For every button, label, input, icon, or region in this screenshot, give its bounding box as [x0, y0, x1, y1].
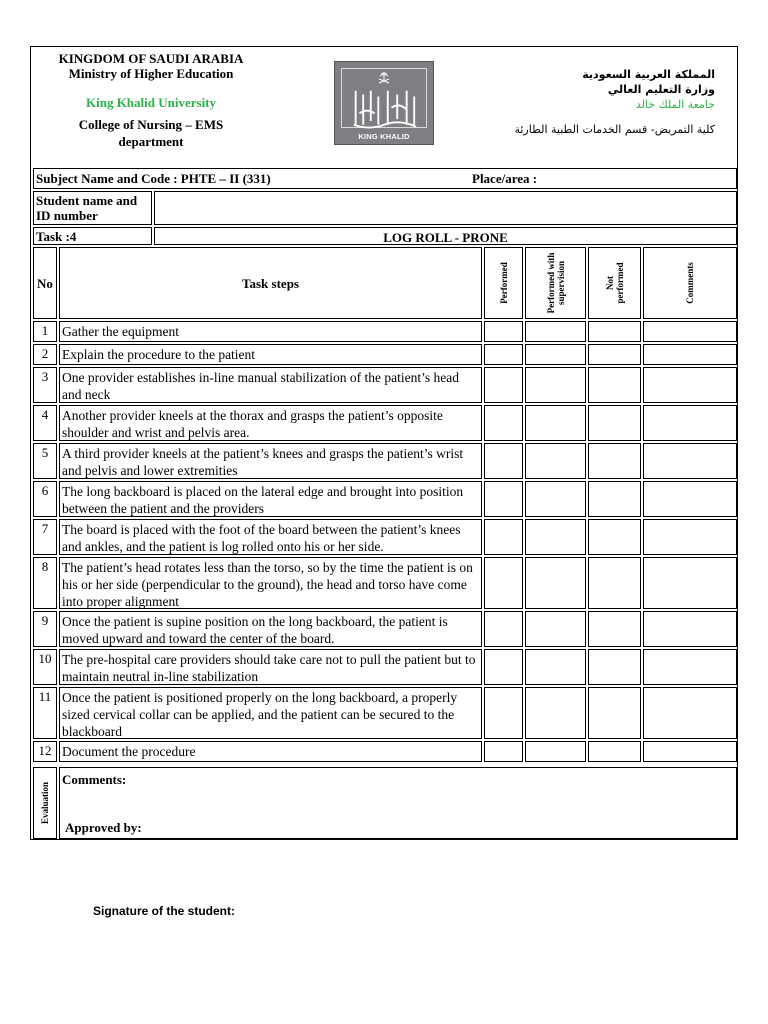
student-name-field[interactable]	[154, 191, 737, 225]
not-performed-checkbox[interactable]	[588, 687, 641, 739]
step-number-cell	[33, 557, 57, 609]
step-text: Once the patient is positioned properly on the long backboard, a properly sized cervical collar can be applied, and the patient can be secured to the blackboard	[62, 690, 458, 739]
col-header-no	[33, 247, 57, 319]
student-label-cell	[33, 191, 152, 225]
step-number-cell	[33, 611, 57, 647]
task-number: Task :4	[36, 229, 77, 244]
step-text-cell	[59, 649, 482, 685]
not-performed-checkbox[interactable]	[588, 481, 641, 517]
step-text-cell	[59, 519, 482, 555]
not-performed-checkbox[interactable]	[588, 344, 641, 365]
step-text-cell	[59, 321, 482, 342]
col-header-performed-label: Performed	[498, 262, 509, 304]
performed-checkbox[interactable]	[484, 649, 523, 685]
form-frame	[30, 46, 738, 840]
col-header-no-label: No	[37, 276, 53, 291]
step-number-cell	[33, 481, 57, 517]
col-header-not-performed	[588, 247, 641, 319]
arabic-calligraphy-icon	[350, 87, 418, 132]
place-label: Place/area :	[472, 171, 538, 186]
ministry-name-ar: وزارة التعليم العالي	[607, 83, 715, 96]
col-header-comments	[643, 247, 737, 319]
not-performed-checkbox[interactable]	[588, 443, 641, 479]
col-header-not-performed-label: Not performed	[604, 262, 625, 304]
performed-checkbox[interactable]	[484, 344, 523, 365]
step-number: 9	[41, 613, 49, 628]
step-number-cell	[33, 344, 57, 365]
step-number-cell	[33, 405, 57, 441]
step-text-cell	[59, 405, 482, 441]
step-text: One provider establishes in-line manual stabilization of the patient’s head and neck	[62, 370, 460, 402]
step-text: Document the procedure	[62, 744, 196, 759]
department-name: department	[118, 134, 184, 149]
performed-checkbox[interactable]	[484, 405, 523, 441]
step-text: The patient’s head rotates less than the torso, so by the time the patient is on his or her side (perpendicular to the ground), the head and torso have come into proper alignment	[62, 560, 473, 609]
col-header-comments-label: Comments	[685, 262, 695, 304]
college-name: College of Nursing – EMS	[78, 117, 224, 132]
step-number: 1	[41, 323, 49, 338]
not-performed-checkbox[interactable]	[588, 611, 641, 647]
step-text: Gather the equipment	[62, 324, 179, 339]
step-number-cell	[33, 649, 57, 685]
performed-checkbox[interactable]	[484, 367, 523, 403]
comments-cell[interactable]	[643, 367, 737, 403]
student-label: Student name and ID number	[36, 193, 138, 223]
step-text-cell	[59, 443, 482, 479]
performed-supervision-checkbox[interactable]	[525, 481, 586, 517]
step-text: The board is placed with the foot of the board between the patient’s knees and ankles, and the patient is log rolled onto his or her side.	[62, 522, 461, 554]
step-number-cell	[33, 367, 57, 403]
step-text: A third provider kneels at the patient’s knees and grasps the patient’s wrist and pelvis and lower extremities	[62, 446, 464, 478]
evaluation-label: Evaluation	[40, 781, 50, 825]
comments-cell[interactable]	[643, 519, 737, 555]
task-number-cell	[33, 227, 152, 245]
not-performed-checkbox[interactable]	[588, 367, 641, 403]
performed-supervision-checkbox[interactable]	[525, 367, 586, 403]
performed-checkbox[interactable]	[484, 557, 523, 609]
step-number: 10	[38, 651, 52, 666]
step-number-cell	[33, 321, 57, 342]
col-header-performed	[484, 247, 523, 319]
step-text: The pre-hospital care providers should take care not to pull the patient but to maintain neutral in-line stabilization	[62, 652, 476, 684]
col-header-supervision	[525, 247, 586, 319]
step-text-cell	[59, 481, 482, 517]
performed-supervision-checkbox[interactable]	[525, 611, 586, 647]
step-number: 8	[41, 559, 49, 574]
evaluation-label-cell	[33, 767, 57, 839]
col-header-steps	[59, 247, 482, 319]
step-number: 4	[41, 407, 49, 422]
performed-checkbox[interactable]	[484, 481, 523, 517]
performed-checkbox[interactable]	[484, 321, 523, 342]
performed-supervision-checkbox[interactable]	[525, 557, 586, 609]
performed-supervision-checkbox[interactable]	[525, 443, 586, 479]
performed-supervision-checkbox[interactable]	[525, 687, 586, 739]
performed-checkbox[interactable]	[484, 611, 523, 647]
university-logo	[334, 61, 434, 152]
comments-cell[interactable]	[643, 405, 737, 441]
college-name-ar: كلية التمريض- قسم الخدمات الطبية الطارئة	[514, 123, 715, 136]
not-performed-checkbox[interactable]	[588, 519, 641, 555]
comments-cell[interactable]	[643, 443, 737, 479]
country-name-ar: المملكة العربية السعودية	[582, 68, 715, 81]
comments-cell[interactable]	[643, 481, 737, 517]
step-text-cell	[59, 344, 482, 365]
step-text-cell	[59, 687, 482, 739]
step-number-cell	[33, 687, 57, 739]
not-performed-checkbox[interactable]	[588, 405, 641, 441]
subject-row	[33, 168, 737, 189]
step-number-cell	[33, 741, 57, 762]
step-text: Explain the procedure to the patient	[62, 347, 256, 362]
approved-by-label: Approved by:	[65, 820, 142, 835]
step-text: Once the patient is supine position on the long backboard, the patient is moved upward and toward the center of the board.	[62, 614, 448, 646]
step-text-cell	[59, 557, 482, 609]
performed-checkbox[interactable]	[484, 519, 523, 555]
step-number-cell	[33, 519, 57, 555]
step-text-cell	[59, 741, 482, 762]
comments-cell[interactable]	[643, 687, 737, 739]
performed-supervision-checkbox[interactable]	[525, 519, 586, 555]
step-text-cell	[59, 367, 482, 403]
header-left	[31, 51, 271, 150]
step-text: The long backboard is placed on the lateral edge and brought into position between the patient and the providers	[62, 484, 464, 516]
col-header-supervision-label: Performed with supervision	[545, 252, 566, 314]
step-number: 6	[41, 483, 49, 498]
ministry-name: Ministry of Higher Education	[68, 66, 234, 81]
comments-cell[interactable]	[643, 611, 737, 647]
step-text-cell	[59, 611, 482, 647]
performed-checkbox[interactable]	[484, 687, 523, 739]
performed-supervision-checkbox[interactable]	[525, 649, 586, 685]
task-title-cell	[154, 227, 737, 245]
performed-supervision-checkbox[interactable]	[525, 405, 586, 441]
signature-label: Signature of the student:	[93, 904, 235, 918]
university-name-ar: جامعة الملك خالد	[635, 98, 715, 111]
comments-cell[interactable]	[643, 557, 737, 609]
comments-label: Comments:	[62, 772, 127, 787]
comments-cell[interactable]	[643, 344, 737, 365]
step-number-cell	[33, 443, 57, 479]
performed-supervision-checkbox[interactable]	[525, 321, 586, 342]
task-title: LOG ROLL - PRONE	[383, 230, 508, 245]
step-number: 7	[41, 521, 49, 536]
step-number: 5	[41, 445, 49, 460]
performed-checkbox[interactable]	[484, 443, 523, 479]
not-performed-checkbox[interactable]	[588, 321, 641, 342]
not-performed-checkbox[interactable]	[588, 649, 641, 685]
evaluation-field[interactable]	[59, 767, 737, 839]
header-right	[455, 67, 715, 137]
step-number: 11	[38, 689, 52, 704]
university-name: King Khalid University	[85, 95, 217, 110]
col-header-steps-label: Task steps	[242, 276, 299, 291]
step-text: Another provider kneels at the thorax and grasps the patient’s opposite shoulder and wrist and pelvis area.	[62, 408, 443, 440]
subject-label: Subject Name and Code : PHTE – II (331)	[36, 171, 271, 186]
performed-checkbox[interactable]	[484, 741, 523, 762]
comments-cell[interactable]	[643, 741, 737, 762]
step-number: 12	[38, 743, 52, 758]
not-performed-checkbox[interactable]	[588, 741, 641, 762]
comments-cell[interactable]	[643, 321, 737, 342]
performed-supervision-checkbox[interactable]	[525, 344, 586, 365]
comments-cell[interactable]	[643, 649, 737, 685]
step-number: 2	[41, 346, 49, 361]
country-name: KINGDOM OF SAUDI ARABIA	[58, 51, 244, 66]
logo-caption: KING KHALID UNIVERSITY	[358, 132, 410, 152]
performed-supervision-checkbox[interactable]	[525, 741, 586, 762]
not-performed-checkbox[interactable]	[588, 557, 641, 609]
step-number: 3	[41, 369, 49, 384]
